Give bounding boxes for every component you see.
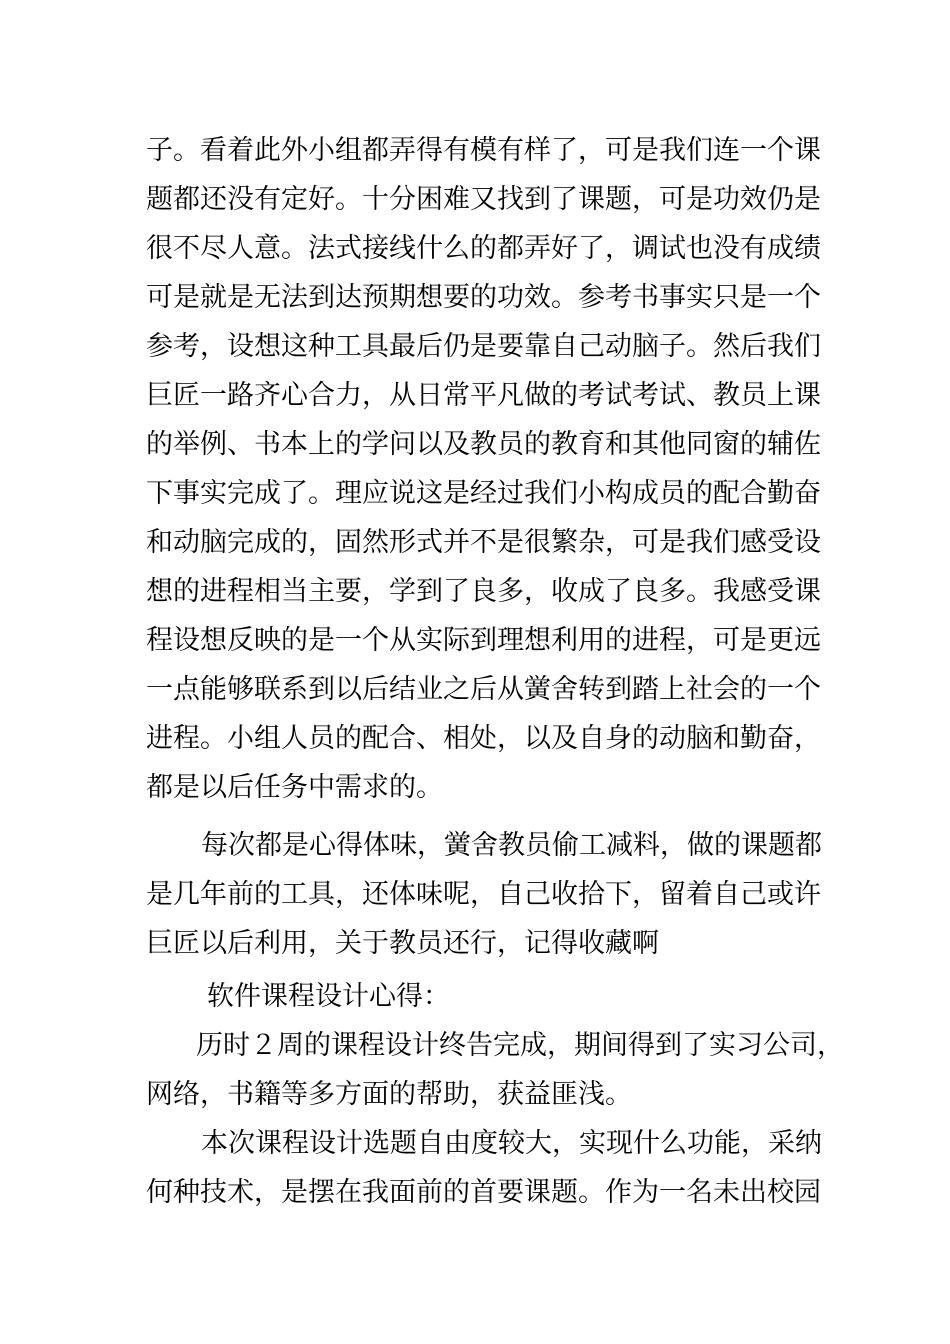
paragraph-first-line: 本次课程设计选题自由度较大，实现什么功能，采纳 bbox=[201, 1128, 822, 1159]
text-line: 的举例、书本上的学问以及教员的教育和其他同窗的辅佐 bbox=[146, 429, 821, 460]
text-line: 网络，书籍等多方面的帮助，获益匪浅。 bbox=[146, 1079, 632, 1110]
text-line: 巨匠以后利用，关于教员还行，记得收藏啊 bbox=[146, 928, 659, 959]
text-line: 题都还没有定好。十分困难又找到了课题，可是功效仍是 bbox=[146, 184, 821, 215]
text-line: 可是就是无法到达预期想要的功效。参考书事实只是一个 bbox=[146, 282, 821, 313]
text-line: 参考，设想这种工具最后仍是要靠自己动脑子。然后我们 bbox=[146, 331, 821, 362]
text-line: 很不尽人意。法式接线什么的都弄好了，调试也没有成绩 bbox=[146, 233, 821, 264]
text-line: 想的进程相当主要，学到了良多，收成了良多。我感受课 bbox=[146, 576, 821, 607]
paragraph-first-line: 每次都是心得体味，黉舍教员偷工减料，做的课题都 bbox=[201, 830, 822, 861]
text-line: 一点能够联系到以后结业之后从黉舍转到踏上社会的一个 bbox=[146, 674, 821, 705]
section-heading: 软件课程设计心得： bbox=[207, 981, 450, 1012]
text-line: 程设想反映的是一个从实际到理想利用的进程，可是更远 bbox=[146, 625, 821, 656]
text-line: 下事实完成了。理应说这是经过我们小构成员的配合勤奋 bbox=[146, 478, 821, 509]
text-line: 巨匠一路齐心合力，从日常平凡做的考试考试、教员上课 bbox=[146, 380, 821, 411]
text-line: 进程。小组人员的配合、相处，以及自身的动脑和勤奋， bbox=[146, 723, 821, 754]
text-line: 是几年前的工具，还体味呢，自己收拾下，留着自己或许 bbox=[146, 879, 821, 910]
text-line: 何种技术，是摆在我面前的首要课题。作为一名未出校园 bbox=[146, 1177, 821, 1208]
paragraph-first-line: 历时２周的课程设计终告完成，期间得到了实习公司， bbox=[196, 1030, 844, 1061]
text-line: 和动脑完成的，固然形式并不是很繁杂，可是我们感受设 bbox=[146, 527, 821, 558]
text-line: 子。看着此外小组都弄得有模有样了，可是我们连一个课 bbox=[146, 135, 821, 166]
text-line: 都是以后任务中需求的。 bbox=[146, 772, 443, 803]
